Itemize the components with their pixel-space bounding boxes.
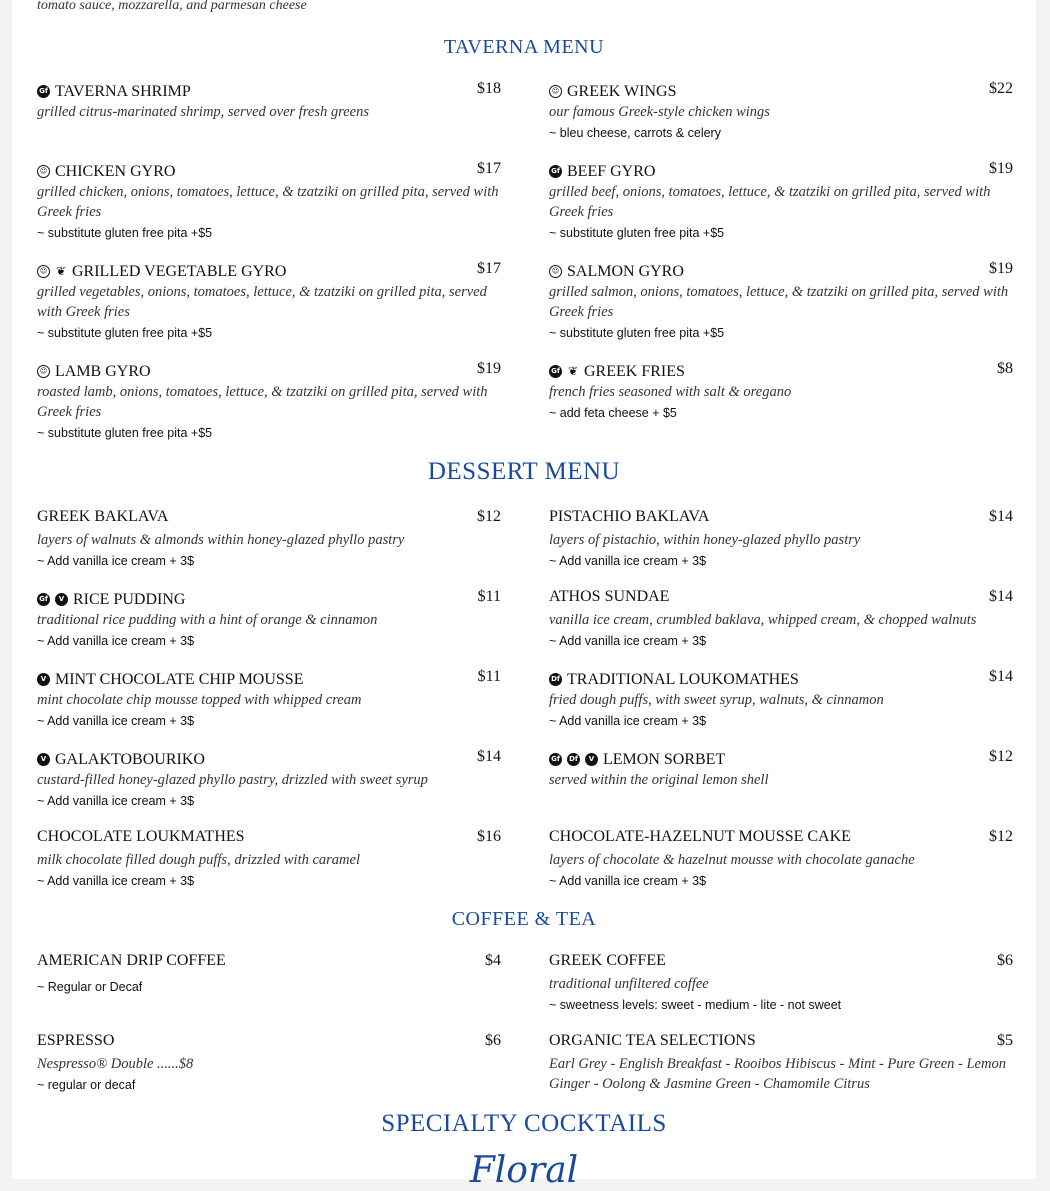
menu-item-name xyxy=(37,828,245,846)
menu-item-name xyxy=(37,952,226,970)
menu-item-description: served within the original lemon shell xyxy=(549,772,769,788)
menu-item-name xyxy=(37,591,185,609)
vegan-leaf-icon: ❦ xyxy=(567,364,579,378)
menu-item-note: ~ substitute gluten free pita +$5 xyxy=(549,226,725,240)
menu-item-name-text: GALAKTOBOURIKO xyxy=(55,750,205,768)
menu-item-header xyxy=(37,828,501,850)
cocktail-category-script: Floral xyxy=(469,1150,579,1191)
menu-item-name xyxy=(37,83,191,101)
menu-item xyxy=(549,508,1013,571)
menu-item-name xyxy=(37,163,175,181)
menu-item-header xyxy=(37,668,501,690)
menu-item-price: $12 xyxy=(989,748,1013,765)
menu-item-header xyxy=(549,360,1013,382)
menu-item-name-text: GRILLED VEGETABLE GYRO xyxy=(72,262,287,280)
halal-icon: ☺ xyxy=(37,265,50,278)
menu-item xyxy=(549,260,1013,343)
menu-item-description: french fries seasoned with salt & oregano xyxy=(549,384,792,400)
halal-icon: ☺ xyxy=(549,85,562,98)
menu-item-name-text: ESPRESSO xyxy=(37,1032,115,1049)
menu-item xyxy=(37,952,501,997)
menu-item-note: ~ substitute gluten free pita +$5 xyxy=(549,326,725,340)
menu-item-description: custard-filled honey-glazed phyllo pastry, drizzled with sweet syrup xyxy=(37,772,428,788)
menu-item-name-text: PISTACHIO BAKLAVA xyxy=(549,508,710,525)
menu-item-name xyxy=(549,952,666,970)
menu-item xyxy=(37,508,501,571)
menu-item-price: $12 xyxy=(477,508,501,525)
menu-item xyxy=(549,1032,1013,1094)
menu-item-header xyxy=(549,828,1013,850)
menu-item-name xyxy=(549,83,676,101)
menu-item-price: $14 xyxy=(989,668,1013,685)
menu-item-name-text: ATHOS SUNDAE xyxy=(549,588,670,605)
menu-item-header xyxy=(37,360,501,382)
menu-item-name-text: GREEK COFFEE xyxy=(549,952,666,969)
menu-item-price: $6 xyxy=(997,952,1013,969)
menu-item-name xyxy=(549,828,851,846)
previous-item-description: tomato sauce, mozzarella, and parmesan cheese xyxy=(37,0,307,13)
menu-item-price: $16 xyxy=(477,828,501,845)
menu-item-price: $14 xyxy=(477,748,501,765)
menu-item-header xyxy=(37,260,501,282)
menu-item-description: Earl Grey - English Breakfast - Rooibos Hibiscus - Mint - Pure Green - Lemon Ginger - Oolong & Jasmine Green - Chamomile Citrus xyxy=(549,1056,1006,1092)
taverna-section-title: TAVERNA MENU xyxy=(443,36,605,58)
menu-item-name-text: MINT CHOCOLATE CHIP MOUSSE xyxy=(55,670,304,688)
menu-item-name-text: ORGANIC TEA SELECTIONS xyxy=(549,1032,756,1049)
menu-item-name-text: GREEK BAKLAVA xyxy=(37,508,169,525)
menu-item-note: ~ Add vanilla ice cream + 3$ xyxy=(549,714,707,728)
cocktails-section-title: SPECIALTY COCKTAILS xyxy=(381,1110,667,1137)
menu-item xyxy=(549,952,1013,1015)
menu-item-name-text: SALMON GYRO xyxy=(567,262,684,280)
menu-item-description: grilled beef, onions, tomatoes, lettuce, & tzatziki on grilled pita, served with Greek fries xyxy=(549,184,991,220)
menu-item-header xyxy=(549,260,1013,282)
menu-item-name xyxy=(37,363,151,381)
menu-item-name-text: LEMON SORBET xyxy=(603,750,726,768)
menu-item-name xyxy=(37,508,168,526)
vegetarian-icon: V xyxy=(37,753,50,766)
menu-item-name-text: GREEK WINGS xyxy=(567,82,677,100)
gluten-free-icon: Gf xyxy=(37,593,50,606)
menu-item-header xyxy=(549,160,1013,182)
menu-item xyxy=(549,748,1013,790)
menu-item-name-text: CHOCOLATE-HAZELNUT MOUSSE CAKE xyxy=(549,828,851,845)
menu-item-header xyxy=(37,1032,501,1054)
menu-item-price: $19 xyxy=(477,360,501,377)
menu-item xyxy=(37,668,501,731)
menu-item xyxy=(37,828,501,891)
menu-item-name xyxy=(549,1032,756,1050)
menu-item-name xyxy=(37,263,286,281)
menu-item-name xyxy=(37,751,205,769)
menu-item-note: ~ substitute gluten free pita +$5 xyxy=(37,226,213,240)
halal-icon: ☺ xyxy=(37,165,50,178)
menu-item-description: grilled chicken, onions, tomatoes, lettuce, & tzatziki on grilled pita, served with Greek fries xyxy=(37,184,499,220)
menu-item xyxy=(37,80,501,122)
menu-item-price: $17 xyxy=(477,160,501,177)
menu-item-name-text: RICE PUDDING xyxy=(73,590,186,608)
vegetarian-icon: V xyxy=(37,673,50,686)
menu-item xyxy=(37,748,501,811)
menu-item-name xyxy=(549,163,655,181)
menu-item xyxy=(37,588,501,651)
coffee-section-title: COFFEE & TEA xyxy=(451,908,597,930)
dairy-free-icon: Df xyxy=(567,753,580,766)
menu-item xyxy=(549,160,1013,243)
menu-item xyxy=(37,260,501,343)
menu-item-price: $8 xyxy=(997,360,1013,377)
menu-item-description: grilled vegetables, onions, tomatoes, lettuce, & tzatziki on grilled pita, served with Greek fries xyxy=(37,284,487,320)
menu-item-note: ~ substitute gluten free pita +$5 xyxy=(37,426,213,440)
menu-item-header xyxy=(37,160,501,182)
menu-item-header xyxy=(549,668,1013,690)
menu-item-note: ~ Add vanilla ice cream + 3$ xyxy=(549,554,707,568)
menu-item-note: ~ add feta cheese + $5 xyxy=(549,406,677,420)
vegetarian-icon: V xyxy=(585,753,598,766)
menu-item-description: traditional unfiltered coffee xyxy=(549,976,709,992)
menu-item-header xyxy=(549,80,1013,102)
menu-item-name-text: LAMB GYRO xyxy=(55,362,151,380)
menu-item-name xyxy=(549,508,709,526)
menu-item-price: $11 xyxy=(477,668,501,685)
menu-item-name xyxy=(37,671,303,689)
menu-item-name xyxy=(549,363,685,381)
menu-item-description: traditional rice pudding with a hint of orange & cinnamon xyxy=(37,612,378,628)
menu-item-price: $19 xyxy=(989,160,1013,177)
menu-item-description: milk chocolate filled dough puffs, drizzled with caramel xyxy=(37,852,360,868)
halal-icon: ☺ xyxy=(549,265,562,278)
menu-item-description: our famous Greek-style chicken wings xyxy=(549,104,770,120)
dessert-section-title: DESSERT MENU xyxy=(427,458,621,485)
menu-item-price: $19 xyxy=(989,260,1013,277)
menu-item-header xyxy=(37,952,501,974)
menu-item-description: mint chocolate chip mousse topped with whipped cream xyxy=(37,692,362,708)
menu-item-price: $11 xyxy=(477,588,501,605)
menu-item-name xyxy=(549,671,799,689)
menu-item-header xyxy=(37,588,501,610)
menu-item-header xyxy=(549,1032,1013,1054)
menu-item-description: layers of walnuts & almonds within honey-glazed phyllo pastry xyxy=(37,532,405,548)
menu-item-description: Nespresso® Double ......$8 xyxy=(37,1056,194,1072)
menu-item-description: fried dough puffs, with sweet syrup, walnuts, & cinnamon xyxy=(549,692,884,708)
menu-item-note: ~ Regular or Decaf xyxy=(37,980,143,994)
menu-item-price: $14 xyxy=(989,588,1013,605)
menu-item-description: layers of chocolate & hazelnut mousse with chocolate ganache xyxy=(549,852,915,868)
menu-item-note: ~ Add vanilla ice cream + 3$ xyxy=(37,714,195,728)
gluten-free-icon: Gf xyxy=(549,365,562,378)
menu-item xyxy=(37,1032,501,1095)
menu-item-description: roasted lamb, onions, tomatoes, lettuce, & tzatziki on grilled pita, served with Greek fries xyxy=(37,384,488,420)
menu-item-description: vanilla ice cream, crumbled baklava, whipped cream, & chopped walnuts xyxy=(549,612,977,628)
menu-item-note: ~ Add vanilla ice cream + 3$ xyxy=(549,874,707,888)
menu-item-name-text: TRADITIONAL LOUKOMATHES xyxy=(567,670,799,688)
menu-item-description: grilled citrus-marinated shrimp, served over fresh greens xyxy=(37,104,369,120)
menu-item-description: layers of pistachio, within honey-glazed phyllo pastry xyxy=(549,532,861,548)
menu-item xyxy=(549,360,1013,423)
gluten-free-icon: Gf xyxy=(549,165,562,178)
menu-item-name-text: TAVERNA SHRIMP xyxy=(55,82,191,100)
menu-item-note: ~ Add vanilla ice cream + 3$ xyxy=(37,874,195,888)
menu-item xyxy=(37,160,501,243)
menu-item-price: $4 xyxy=(485,952,501,969)
menu-item-name-text: AMERICAN DRIP COFFEE xyxy=(37,952,226,969)
menu-item-header xyxy=(37,748,501,770)
menu-item-price: $17 xyxy=(477,260,501,277)
menu-item-price: $5 xyxy=(997,1032,1013,1049)
menu-item-note: ~ regular or decaf xyxy=(37,1078,136,1092)
menu-item-note: ~ sweetness levels: sweet - medium - lite - not sweet xyxy=(549,998,842,1012)
menu-item xyxy=(549,828,1013,891)
menu-item-name xyxy=(37,1032,114,1050)
menu-item-price: $22 xyxy=(989,80,1013,97)
menu-item-note: ~ Add vanilla ice cream + 3$ xyxy=(37,634,195,648)
menu-item-price: $12 xyxy=(989,828,1013,845)
dairy-free-icon: Df xyxy=(549,673,562,686)
menu-item-header xyxy=(37,508,501,530)
menu-item xyxy=(37,360,501,443)
menu-item-name-text: CHOCOLATE LOUKMATHES xyxy=(37,828,245,845)
menu-item-price: $14 xyxy=(989,508,1013,525)
menu-item-header xyxy=(549,952,1013,974)
vegetarian-icon: V xyxy=(55,593,68,606)
menu-item-header xyxy=(549,588,1013,610)
menu-item-name-text: BEEF GYRO xyxy=(567,162,656,180)
menu-item-name xyxy=(549,588,669,606)
gluten-free-icon: Gf xyxy=(37,85,50,98)
menu-item-header xyxy=(549,748,1013,770)
menu-item-name-text: GREEK FRIES xyxy=(584,362,685,380)
menu-item-price: $6 xyxy=(485,1032,501,1049)
menu-item-description: grilled salmon, onions, tomatoes, lettuce, & tzatziki on grilled pita, served with Greek fries xyxy=(549,284,1009,320)
menu-item-name xyxy=(549,263,684,281)
menu-item-note: ~ substitute gluten free pita +$5 xyxy=(37,326,213,340)
menu-item-header xyxy=(549,508,1013,530)
menu-item-name xyxy=(549,751,725,769)
menu-item-name-text: CHICKEN GYRO xyxy=(55,162,176,180)
vegan-leaf-icon: ❦ xyxy=(55,264,67,278)
menu-item-note: ~ Add vanilla ice cream + 3$ xyxy=(549,634,707,648)
menu-item-note: ~ Add vanilla ice cream + 3$ xyxy=(37,794,195,808)
halal-icon: ☺ xyxy=(37,365,50,378)
menu-page xyxy=(12,0,1036,1191)
gluten-free-icon: Gf xyxy=(549,753,562,766)
menu-item-note: ~ Add vanilla ice cream + 3$ xyxy=(37,554,195,568)
menu-item xyxy=(549,588,1013,651)
menu-item-header xyxy=(37,80,501,102)
menu-item xyxy=(549,668,1013,731)
menu-item-price: $18 xyxy=(477,80,501,97)
menu-item-note: ~ bleu cheese, carrots & celery xyxy=(549,126,721,140)
menu-item xyxy=(549,80,1013,143)
